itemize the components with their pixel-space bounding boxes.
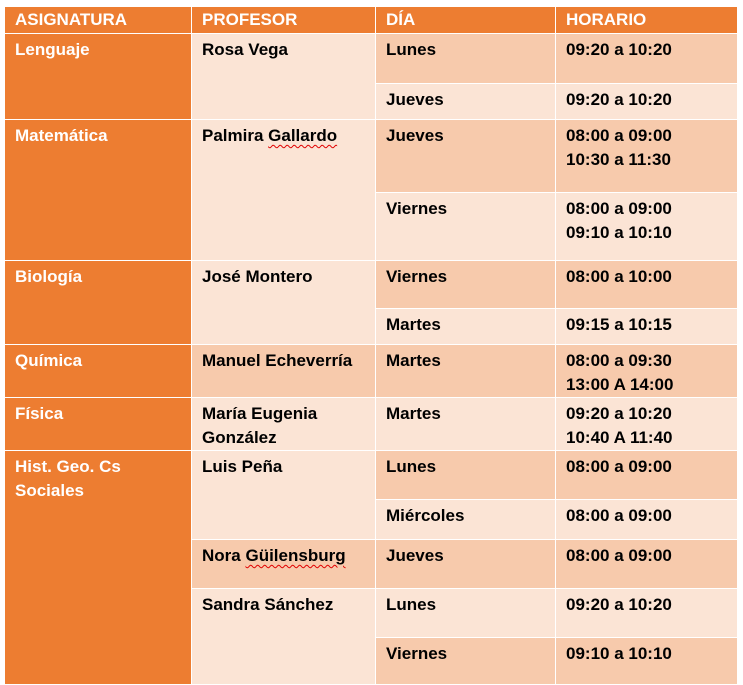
teacher-last-name: Gallardo <box>268 126 338 145</box>
schedule-table <box>4 6 738 685</box>
day-cell: Miércoles <box>376 500 556 540</box>
teacher-cell <box>192 540 376 589</box>
day-cell: Martes <box>376 309 556 345</box>
day-cell: Lunes <box>376 589 556 638</box>
day-cell: Jueves <box>376 120 556 193</box>
time-cell <box>556 120 738 193</box>
time-cell: 09:10 a 10:10 <box>556 638 738 685</box>
time-cell <box>556 398 738 451</box>
header-horario: HORARIO <box>556 7 738 34</box>
table-row <box>5 345 738 398</box>
time-line: 09:20 a 10:20 <box>566 404 672 423</box>
time-cell: 08:00 a 09:00 <box>556 451 738 500</box>
day-cell: Martes <box>376 345 556 398</box>
teacher-cell: Sandra Sánchez <box>192 589 376 685</box>
header-asignatura: ASIGNATURA <box>5 7 192 34</box>
time-cell <box>556 193 738 261</box>
teacher-last-name: Güilensburg <box>245 546 346 565</box>
subject-line: Sociales <box>15 481 84 500</box>
day-cell: Lunes <box>376 451 556 500</box>
header-profesor: PROFESOR <box>192 7 376 34</box>
header-dia: DÍA <box>376 7 556 34</box>
time-line: 10:40 A 11:40 <box>566 428 673 447</box>
teacher-cell: Luis Peña <box>192 451 376 540</box>
table-row <box>5 120 738 193</box>
time-line: 08:00 a 09:00 <box>566 126 672 145</box>
time-line: 09:10 a 10:10 <box>566 223 672 242</box>
table-row <box>5 451 738 500</box>
day-cell: Viernes <box>376 638 556 685</box>
teacher-line: González <box>202 428 277 447</box>
time-cell: 09:20 a 10:20 <box>556 589 738 638</box>
subject-line: Hist. Geo. Cs <box>15 457 121 476</box>
time-cell <box>556 345 738 398</box>
time-cell: 08:00 a 09:00 <box>556 500 738 540</box>
time-cell: 09:20 a 10:20 <box>556 34 738 84</box>
subject-cell: Física <box>5 398 192 451</box>
time-line: 10:30 a 11:30 <box>566 150 671 169</box>
time-line: 08:00 a 09:30 <box>566 351 672 370</box>
teacher-cell: José Montero <box>192 261 376 345</box>
day-cell: Viernes <box>376 261 556 309</box>
teacher-first-name: Palmira <box>202 126 269 145</box>
day-cell: Viernes <box>376 193 556 261</box>
teacher-first-name: Nora <box>202 546 246 565</box>
header-row <box>5 7 738 34</box>
time-cell: 08:00 a 10:00 <box>556 261 738 309</box>
time-cell: 08:00 a 09:00 <box>556 540 738 589</box>
day-cell: Martes <box>376 398 556 451</box>
subject-cell: Química <box>5 345 192 398</box>
time-line: 08:00 a 09:00 <box>566 199 672 218</box>
day-cell: Lunes <box>376 34 556 84</box>
subject-cell: Biología <box>5 261 192 345</box>
teacher-cell <box>192 120 376 261</box>
table-row <box>5 34 738 84</box>
time-cell: 09:15 a 10:15 <box>556 309 738 345</box>
teacher-line: María Eugenia <box>202 404 318 423</box>
subject-cell: Lenguaje <box>5 34 192 120</box>
table-row <box>5 261 738 309</box>
table-row <box>5 398 738 451</box>
subject-cell: Matemática <box>5 120 192 261</box>
subject-cell <box>5 451 192 685</box>
teacher-cell: Rosa Vega <box>192 34 376 120</box>
time-cell: 09:20 a 10:20 <box>556 84 738 120</box>
time-line: 13:00 A 14:00 <box>566 375 674 394</box>
day-cell: Jueves <box>376 84 556 120</box>
teacher-cell: Manuel Echeverría <box>192 345 376 398</box>
teacher-cell <box>192 398 376 451</box>
day-cell: Jueves <box>376 540 556 589</box>
